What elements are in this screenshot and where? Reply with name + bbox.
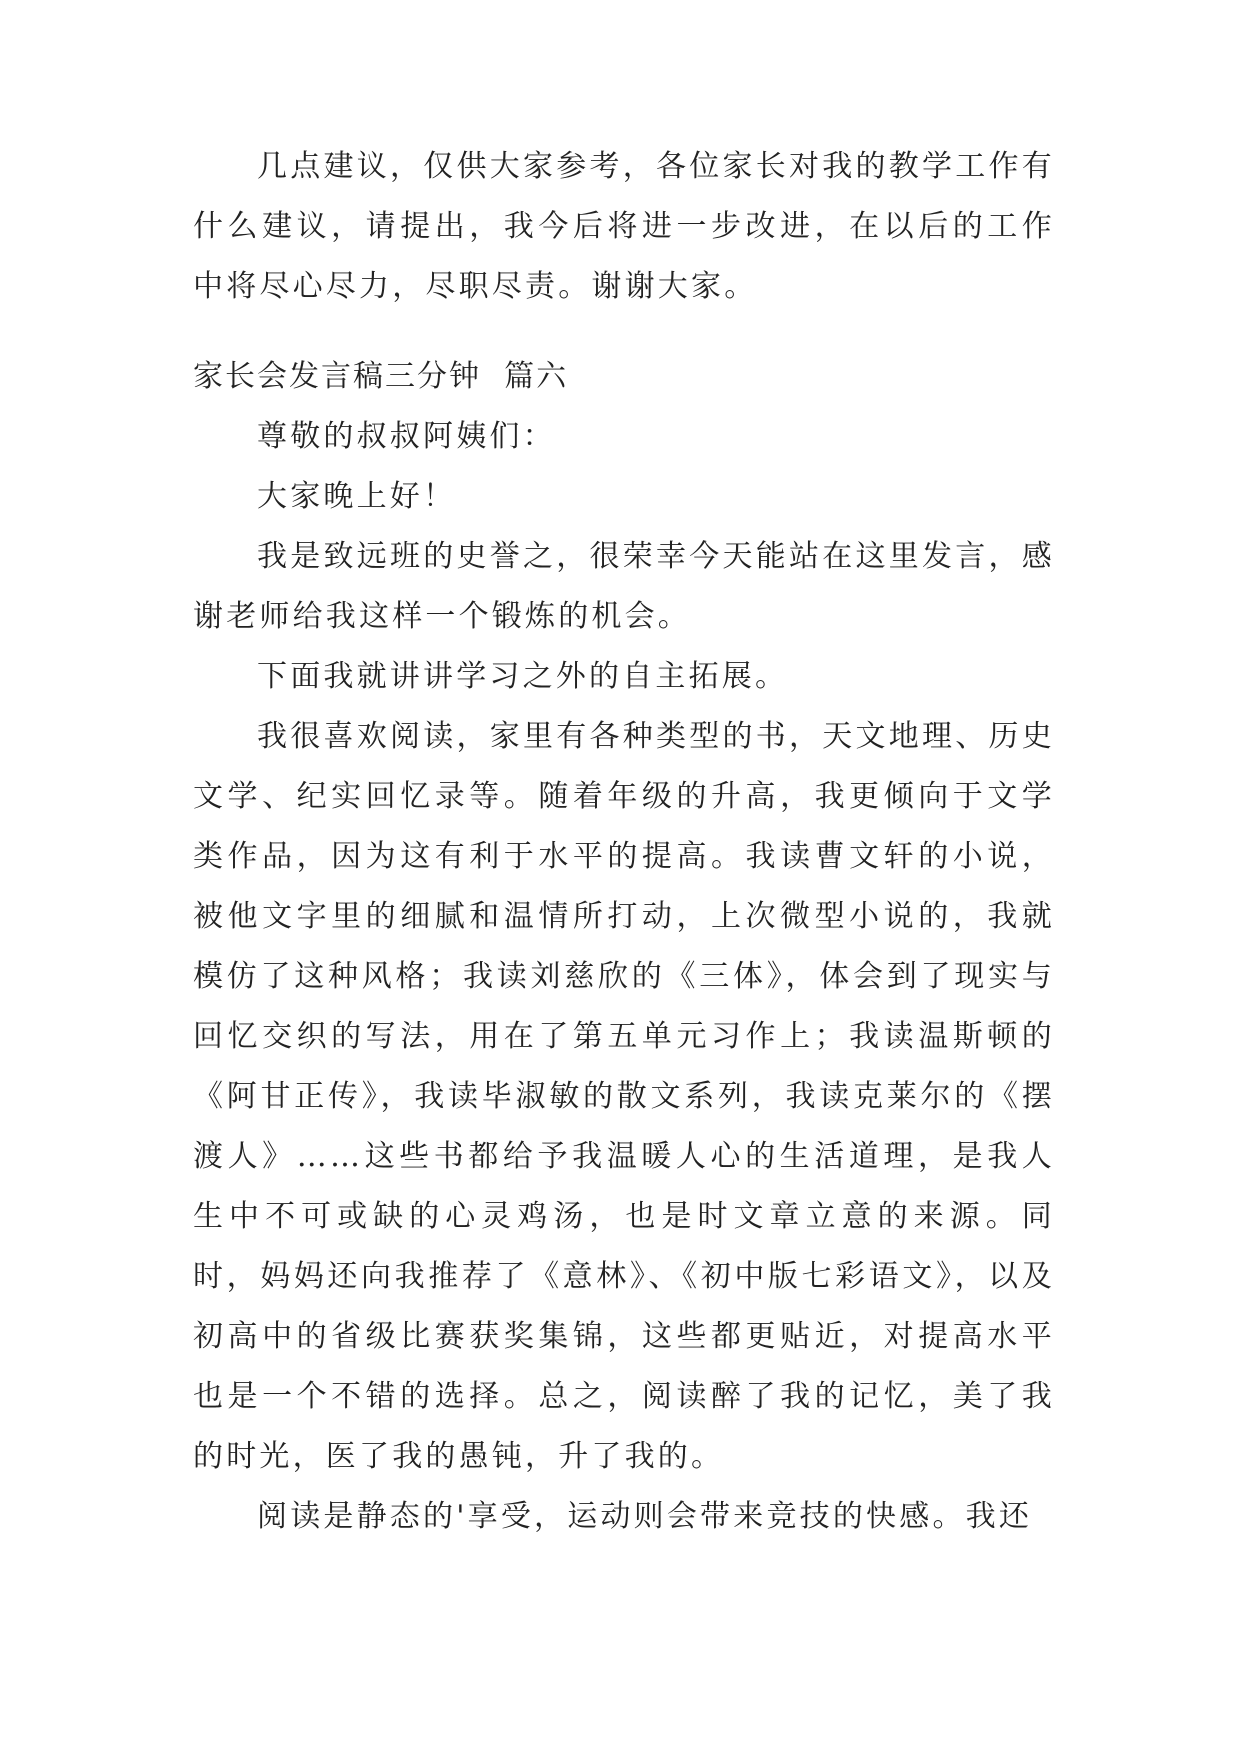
greeting-line: 尊敬的叔叔阿姨们： xyxy=(257,419,556,454)
paragraph-sports: 阅读是静态的'享受，运动则会带来竞技的快感。我还 xyxy=(257,1499,1033,1534)
paragraph-reading: 我很喜欢阅读，家里有各种类型的书，天文地理、历史文学、纪实回忆录等。随着年级的升高，我更倾向于文学类作品，因为这有利于水平的提高。我读曹文轩的小说，被他文字里的细腻和温情所打动，上次微型小说的，我就模仿了这种风格；我读刘慈欣的《三体》，体会到了现实与回忆交织的写法，用在了第五单元习作上；我读温斯顿的《阿甘正传》，我读毕淑敏的散文系列，我读克莱尔的《摆渡人》……这些书都给予我温暖人心的生活道理，是我人生中不可或缺的心灵鸡汤，也是时文章立意的来源。同时，妈妈还向我推荐了《意林》、《初中版七彩语文》，以及初高中的省级比赛获奖集锦，这些都更贴近，对提高水平也是一个不错的选择。总之，阅读醉了我的记忆，美了我的时光，医了我的愚钝，升了我的。 xyxy=(193,719,1055,1474)
salutation-line: 大家晚上好！ xyxy=(257,479,457,514)
section-heading: 家长会发言稿三分钟 篇六 xyxy=(193,359,569,394)
paragraph-topic: 下面我就讲讲学习之外的自主拓展。 xyxy=(257,659,789,694)
intro-paragraph: 几点建议，仅供大家参考，各位家长对我的教学工作有什么建议，请提出，我今后将进一步改进，在以后的工作中将尽心尽力，尽职尽责。谢谢大家。 xyxy=(193,149,1055,304)
paragraph-introduction: 我是致远班的史誉之，很荣幸今天能站在这里发言，感谢老师给我这样一个锻炼的机会。 xyxy=(193,539,1055,634)
